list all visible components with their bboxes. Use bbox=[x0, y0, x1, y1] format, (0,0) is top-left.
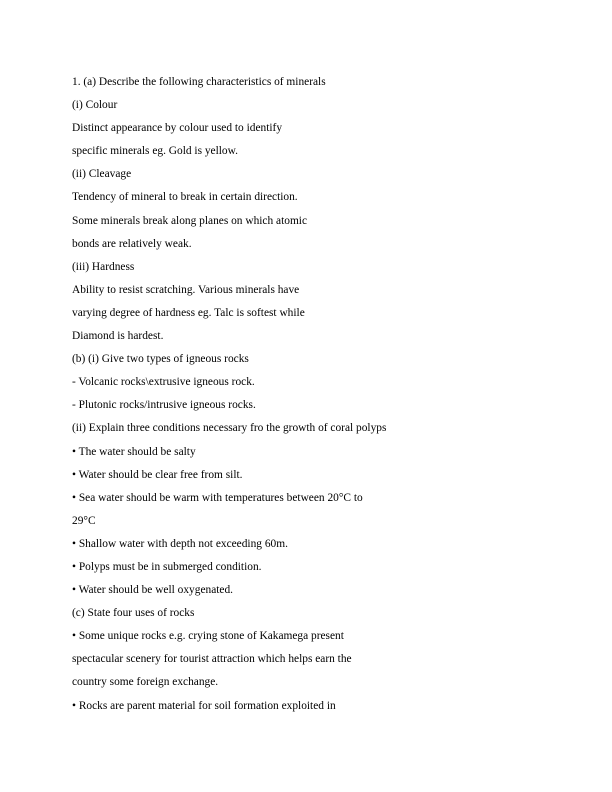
list-item: - Volcanic rocks\extrusive igneous rock. bbox=[72, 376, 255, 389]
document-body bbox=[72, 71, 542, 718]
text-line: Some minerals break along planes on which atomic bbox=[72, 214, 308, 227]
text-line: Diamond is hardest. bbox=[72, 330, 164, 343]
text-line: specific minerals eg. Gold is yellow. bbox=[72, 145, 238, 158]
bullet-item: • Water should be clear free from silt. bbox=[72, 468, 243, 481]
bullet-item: • Some unique rocks e.g. crying stone of Kakamega present bbox=[72, 630, 344, 643]
bullet-item: • Sea water should be warm with temperatures between 20°C to bbox=[72, 491, 363, 504]
text-line: bonds are relatively weak. bbox=[72, 237, 192, 250]
bullet-item: • Water should be well oxygenated. bbox=[72, 584, 234, 597]
list-item: - Plutonic rocks/intrusive igneous rocks. bbox=[72, 399, 256, 412]
text-line: varying degree of hardness eg. Talc is softest while bbox=[72, 306, 305, 319]
bullet-item: • The water should be salty bbox=[72, 445, 196, 458]
text-line: spectacular scenery for tourist attraction which helps earn the bbox=[72, 653, 352, 666]
question-1b-ii-heading: (ii) Explain three conditions necessary fro the growth of coral polyps bbox=[72, 422, 387, 435]
bullet-item: • Polyps must be in submerged condition. bbox=[72, 560, 262, 573]
question-1b-heading: (b) (i) Give two types of igneous rocks bbox=[72, 353, 249, 366]
subheading-hardness: (iii) Hardness bbox=[72, 260, 135, 273]
question-1a-heading: 1. (a) Describe the following characteristics of minerals bbox=[72, 76, 326, 88]
text-line: Tendency of mineral to break in certain direction. bbox=[72, 191, 298, 204]
text-line: country some foreign exchange. bbox=[72, 676, 219, 689]
text-line: 29°C bbox=[72, 514, 96, 527]
subheading-colour: (i) Colour bbox=[72, 99, 118, 112]
text-line: Ability to resist scratching. Various minerals have bbox=[72, 283, 300, 296]
text-line: Distinct appearance by colour used to identify bbox=[72, 122, 283, 135]
bullet-item: • Shallow water with depth not exceeding 60m. bbox=[72, 537, 288, 550]
bullet-item: • Rocks are parent material for soil formation exploited in bbox=[72, 699, 336, 712]
subheading-cleavage: (ii) Cleavage bbox=[72, 168, 132, 181]
question-1c-heading: (c) State four uses of rocks bbox=[72, 607, 195, 620]
